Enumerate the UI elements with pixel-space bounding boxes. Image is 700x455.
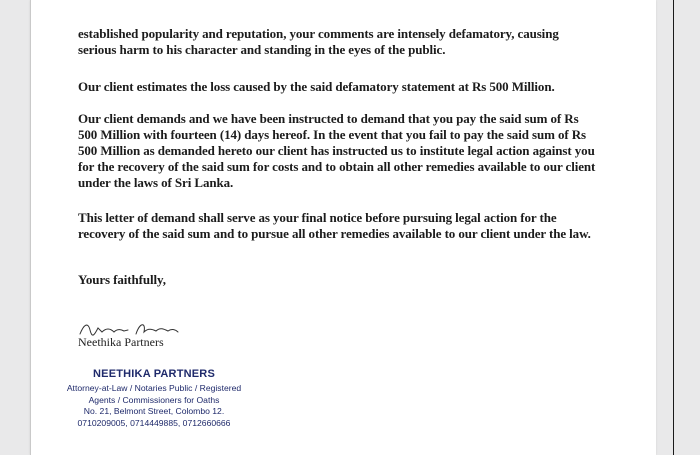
paragraph-defamation: established popularity and reputation, your comments are intensely defamatory, causing serious harm to his character and standing in the eyes of the public. (78, 26, 559, 57)
paragraph-final-notice: This letter of demand shall serve as your final notice before pursuing legal action for the recovery of the said sum and to pursue all other remedies available to our client under the law. (78, 210, 591, 241)
stamp-firm-name: NEETHIKA PARTNERS (93, 368, 215, 380)
page-edge-line (673, 0, 674, 455)
paragraph-loss-estimate: Our client estimates the loss caused by the said defamatory statement at Rs 500 Million. (78, 79, 555, 94)
stamp-line-1: Attorney-at-Law / Notaries Public / Registered (66, 383, 242, 393)
stamp-line-2: Agents / Commissioners for Oaths (88, 394, 220, 405)
law-firm-stamp (56, 367, 252, 429)
stamp-address: No. 21, Belmont Street, Colombo 12. (83, 406, 225, 417)
stamp-phones: 0710209005, 0714449885, 0712660666 (77, 417, 231, 428)
signatory-name: Neethika Partners (78, 335, 164, 349)
closing-salutation: Yours faithfully, (78, 272, 166, 287)
paragraph-demand: Our client demands and we have been instructed to demand that you pay the said sum of Rs 500 Million with fourteen (14) days hereof. In the event that you fail to pay the said sum of Rs 500 Million as demanded hereto our client has instructed us to institute legal action against you for the recovery of the said sum for costs and to obtain all other remedies available to our client under the laws of Sri Lanka. (78, 111, 596, 190)
